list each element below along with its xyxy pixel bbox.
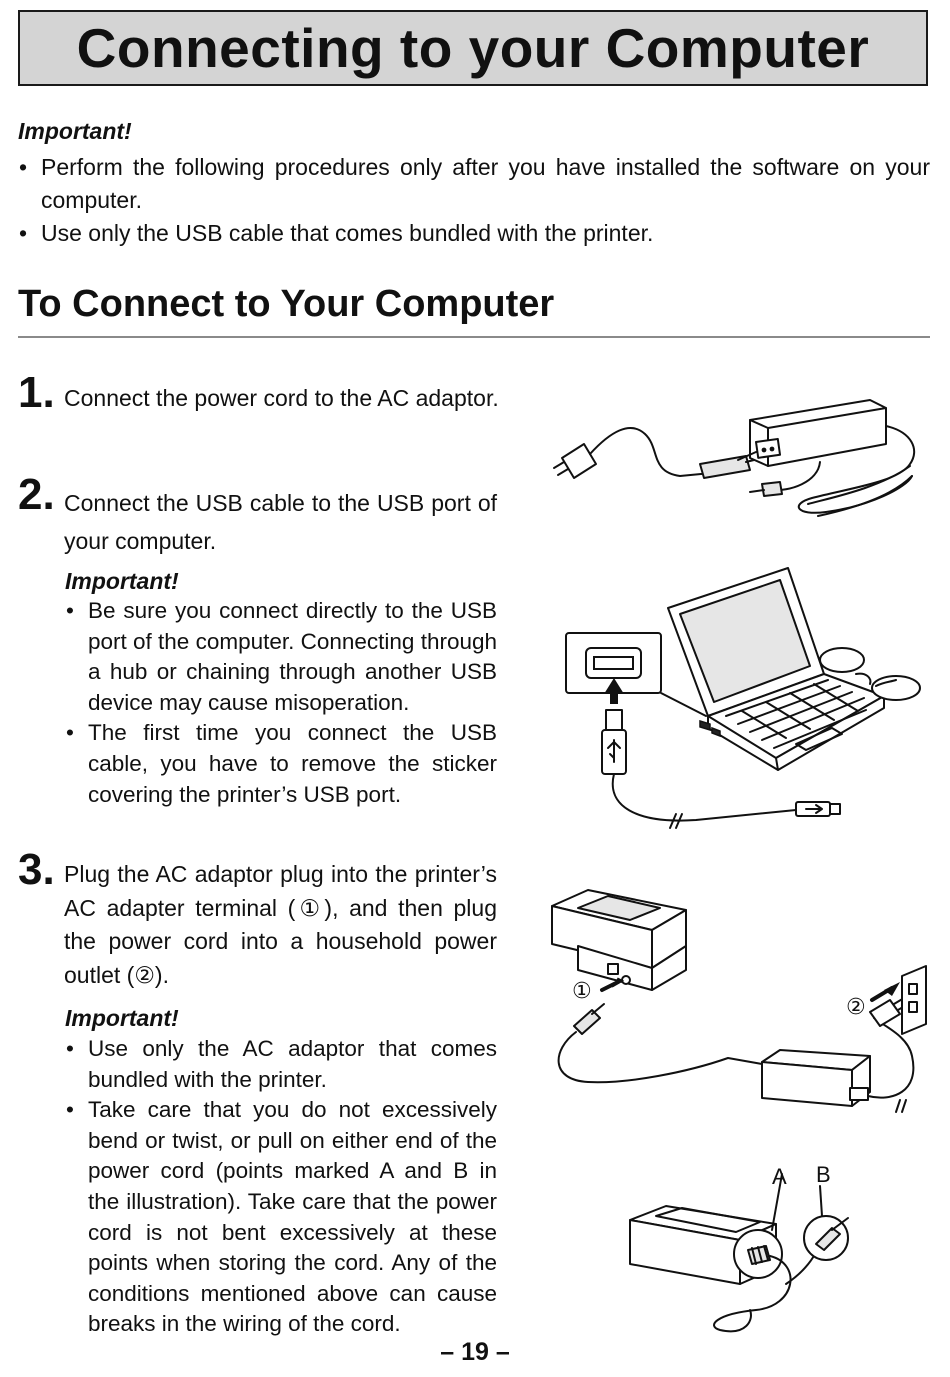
step-1-number: 1. [18,368,55,417]
step-3-bullet: • Take care that you do not excessively bend or twist, or pull on either end of the power cord (points marked A and B in the illustration). Take care that the power cord is not bent excessively at these points when storing the cord. Any of the conditions mentioned above can cause breaks in the wiring of the cord. [65,1095,497,1340]
page-number: – 19 – [440,1338,510,1366]
wall-plug-icon [554,428,722,478]
point-a-label: A [772,1164,787,1189]
outlet-marker: ② [846,994,866,1019]
step-3-text: Plug the AC adaptor plug into the printer’s AC adapter terminal (①), and then plug the power cord into a household power outlet (②). [64,861,497,988]
point-b-icon [804,1186,848,1260]
adaptor-box [738,400,886,466]
step-2-important-label: Important! [65,568,179,594]
intro-bullet-list [18,151,930,250]
section-divider [18,336,930,338]
printer-icon [552,890,686,990]
ac-adaptor-illustration [550,392,930,527]
step-3-important-label: Important! [65,1005,179,1031]
step-3-number: 3. [18,845,55,894]
step-2-important [65,566,497,810]
arrow-icon [872,982,900,1000]
laptop-usb-illustration [566,566,926,828]
intro-bullet: • Use only the USB cable that comes bundled with the printer. [18,217,930,250]
adaptor-box [762,1050,870,1106]
title-banner [18,10,928,86]
step-3-bullet-list [65,1034,497,1340]
step-1-text: Connect the power cord to the AC adaptor. [64,385,499,411]
step-2-bullet: • Be sure you connect directly to the USB port of the computer. Connecting through a hub or chaining through another USB device may cause misoperation. [65,596,497,718]
cord-stress-points-illustration [626,1160,866,1332]
step-3-important [65,1003,497,1340]
wall-outlet-icon [902,966,926,1034]
step-2-bullet-list [65,596,497,810]
step-2-bullet: • The first time you connect the USB cable, you have to remove the sticker covering the printer’s USB port. [65,718,497,810]
terminal-marker: ① [572,978,592,1003]
step-3-bullet: • Use only the AC adaptor that comes bundled with the printer. [65,1034,497,1095]
section-heading: To Connect to Your Computer [18,283,555,325]
intro-bullet: • Perform the following procedures only after you have installed the software on your computer. [18,151,930,217]
intro-important-label: Important! [18,118,132,144]
step-2-text: Connect the USB cable to the USB port of your computer. [64,490,497,554]
step-2-number: 2. [18,470,55,519]
point-b-label: B [816,1162,831,1187]
printer-power-illustration [548,886,928,1116]
page-title: Connecting to your Computer [76,17,870,79]
